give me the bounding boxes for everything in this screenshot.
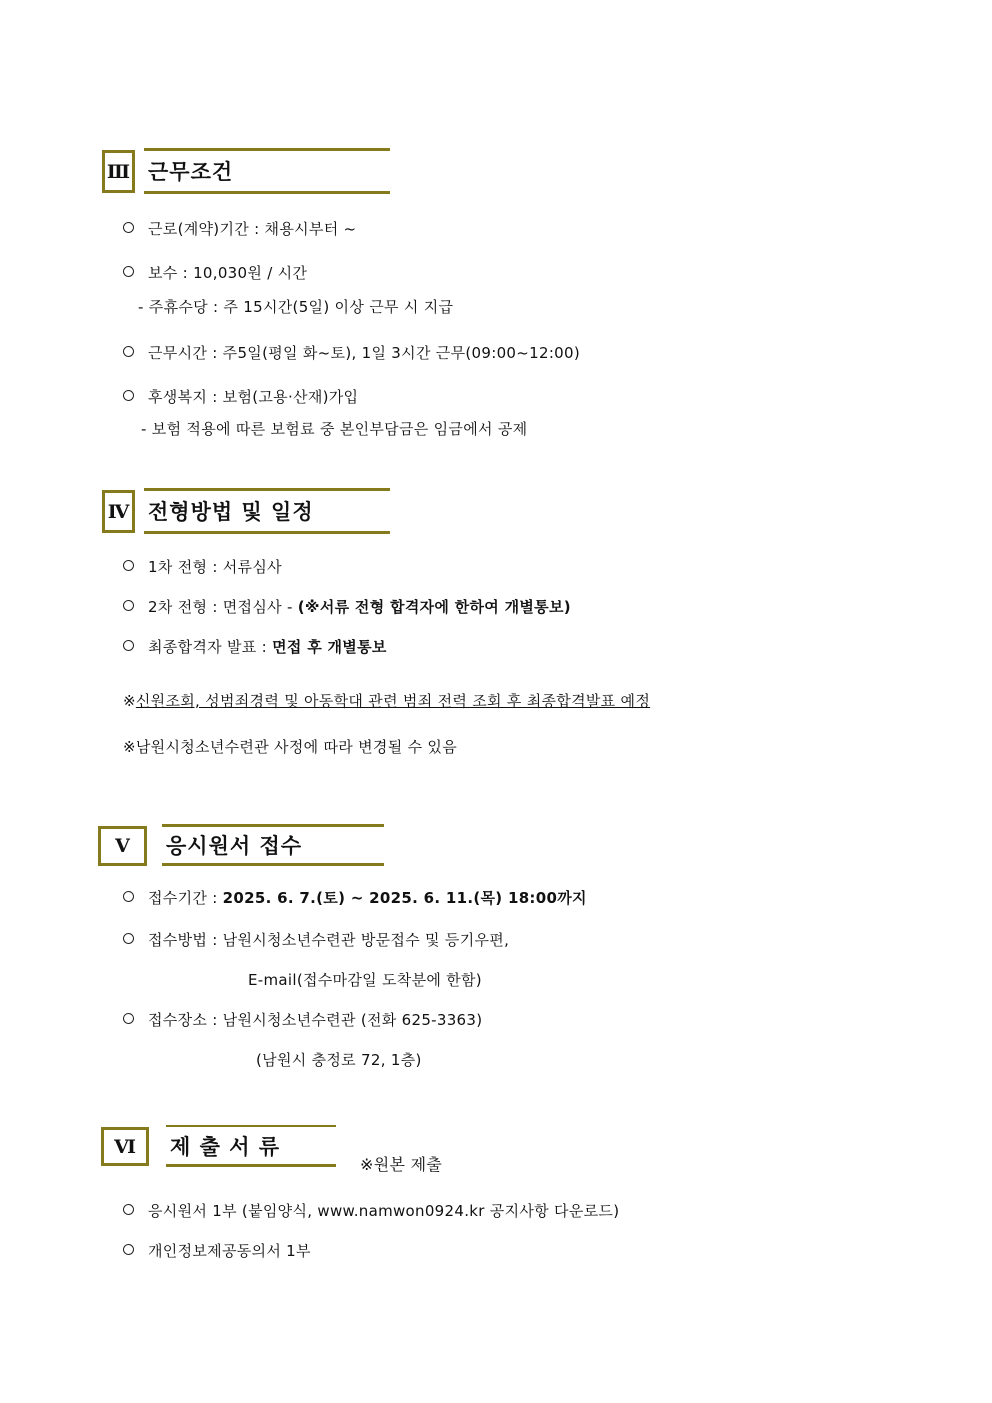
- list-item: 최종합격자 발표 : 면접 후 개별통보: [123, 636, 387, 657]
- bullet-circle-icon: [123, 346, 134, 357]
- continuation-line: E-mail(접수마감일 도착분에 한함): [248, 971, 482, 989]
- list-item: 응시원서 1부 (붙임양식, www.namwon0924.kr 공지사항 다운로드): [123, 1200, 619, 1221]
- sub-item: - 보험 적용에 따른 보험료 중 본인부담금은 임금에서 공제: [141, 420, 528, 438]
- list-item: 보수 : 10,030원 / 시간: [123, 262, 307, 283]
- bold-text: (※서류 전형 합격자에 한하여 개별통보): [297, 598, 571, 616]
- sub-item: - 주휴수당 : 주 15시간(5일) 이상 근무 시 지급: [138, 298, 454, 316]
- bullet-circle-icon: [123, 1244, 134, 1255]
- section-5-title: 응시원서 접수: [162, 824, 384, 866]
- continuation-line: (남원시 충정로 72, 1층): [256, 1051, 422, 1069]
- note-line: ※남원시청소년수련관 사정에 따라 변경될 수 있음: [123, 738, 458, 756]
- bullet-circle-icon: [123, 600, 134, 611]
- list-item: 후생복지 : 보험(고용·산재)가입: [123, 386, 358, 407]
- bullet-circle-icon: [123, 222, 134, 233]
- bullet-circle-icon: [123, 933, 134, 944]
- list-item: 접수기간 : 2025. 6. 7.(토) ~ 2025. 6. 11.(목) 18:00까지: [123, 887, 587, 908]
- section-4-title: 전형방법 및 일정: [144, 488, 390, 534]
- bullet-circle-icon: [123, 266, 134, 277]
- list-item: 접수방법 : 남원시청소년수련관 방문접수 및 등기우편,: [123, 929, 509, 950]
- bullet-circle-icon: [123, 640, 134, 651]
- section-3-title: 근무조건: [144, 148, 390, 194]
- submission-note: ※원본 제출: [360, 1155, 443, 1174]
- bullet-circle-icon: [123, 390, 134, 401]
- section-5-number: Ⅴ: [98, 826, 147, 866]
- bullet-circle-icon: [123, 560, 134, 571]
- section-4-number: Ⅳ: [102, 490, 135, 533]
- underlined-note: 신원조회, 성범죄경력 및 아동학대 관련 범죄 전력 조회 후 최종합격발표 예정: [135, 692, 651, 710]
- list-item: 1차 전형 : 서류심사: [123, 556, 282, 577]
- list-item: 근무시간 : 주5일(평일 화~토), 1일 3시간 근무(09:00~12:00): [123, 342, 580, 363]
- bullet-circle-icon: [123, 1204, 134, 1215]
- note-line: ※신원조회, 성범죄경력 및 아동학대 관련 범죄 전력 조회 후 최종합격발표 예정: [123, 692, 651, 710]
- list-item: 2차 전형 : 면접심사 - (※서류 전형 합격자에 한하여 개별통보): [123, 596, 571, 617]
- list-item: 접수장소 : 남원시청소년수련관 (전화 625-3363): [123, 1009, 482, 1030]
- bullet-circle-icon: [123, 1013, 134, 1024]
- list-item: 개인정보제공동의서 1부: [123, 1240, 311, 1261]
- section-6-number: Ⅵ: [101, 1127, 149, 1166]
- bold-text: 2025. 6. 7.(토) ~ 2025. 6. 11.(목) 18:00까지: [222, 889, 587, 907]
- list-item: 근로(계약)기간 : 채용시부터 ~: [123, 218, 356, 239]
- section-3-number: Ⅲ: [102, 150, 135, 193]
- section-6-title: 제 출 서 류: [166, 1125, 336, 1167]
- bold-text: 면접 후 개별통보: [272, 638, 387, 656]
- bullet-circle-icon: [123, 891, 134, 902]
